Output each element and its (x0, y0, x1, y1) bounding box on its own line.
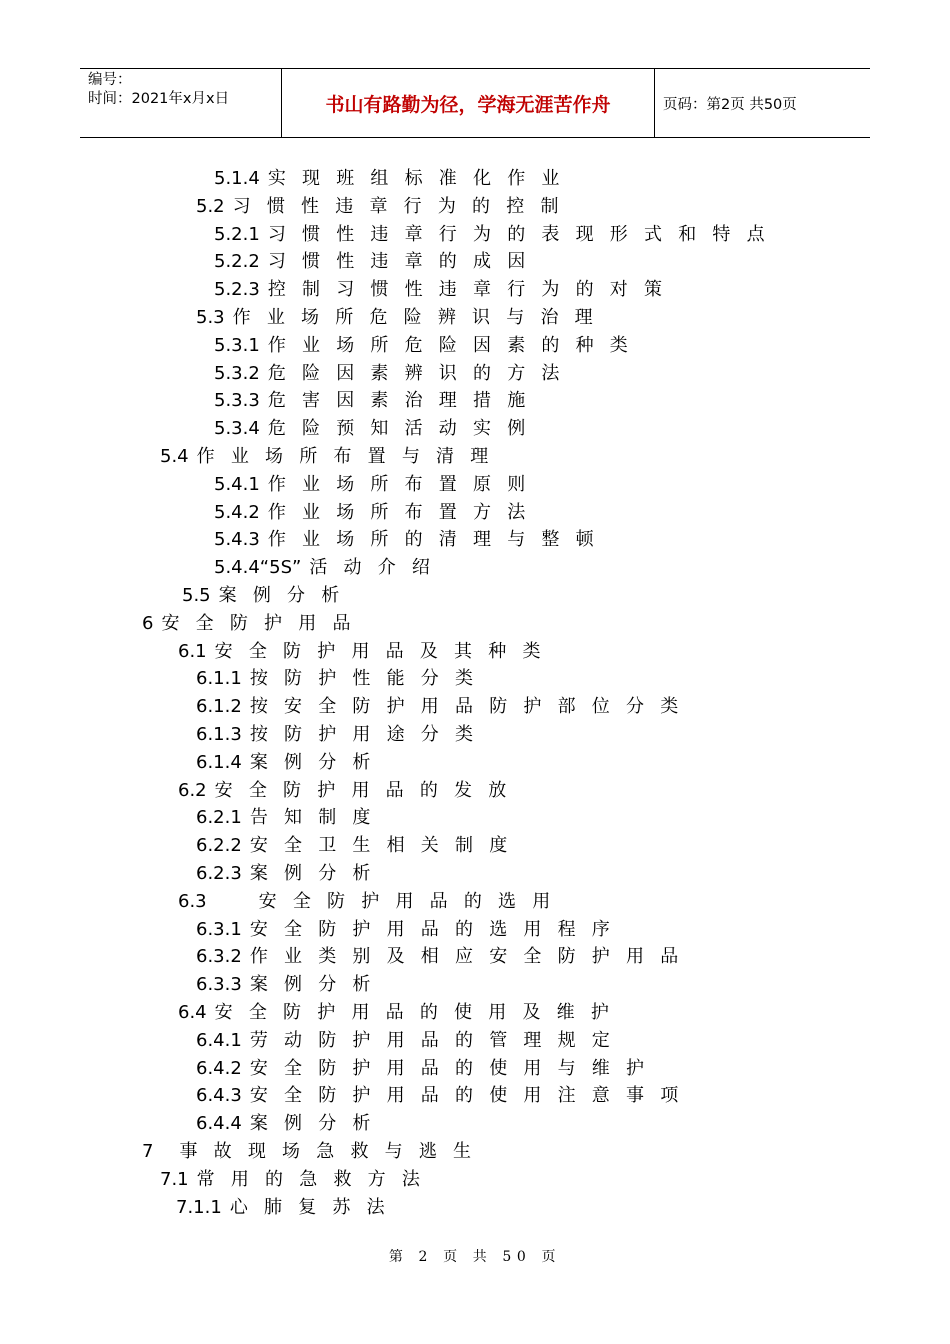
toc-title: 劳动防护用品的管理规定 (249, 1029, 627, 1051)
number-label: 编号： (88, 72, 132, 88)
toc-title: 按防护性能分类 (249, 668, 490, 690)
toc-title: 实现班组标准化作业 (267, 168, 576, 189)
toc-number: 5.4.2 (214, 501, 260, 523)
toc-title: 安全防护用品的选用 (258, 890, 567, 912)
toc-number: 5.5 (182, 585, 211, 606)
header-left-cell (80, 69, 282, 137)
toc-number: 5.2.2 (214, 251, 260, 273)
toc-title: 告知制度 (249, 807, 387, 829)
toc-line (196, 804, 387, 832)
page-footer: 第 2 页 共 50 页 (388, 1249, 562, 1265)
motto: 书山有路勤为径，学海无涯苦作舟 (282, 69, 655, 137)
toc-line (176, 1194, 401, 1222)
toc-line (196, 721, 489, 749)
toc-title: 作业场所危险因素的种类 (267, 334, 645, 356)
toc-number: 6.3.2 (196, 946, 242, 968)
toc-line (196, 1055, 660, 1083)
toc-title: 习惯性违章的成因 (267, 251, 542, 273)
toc-number: 6.3 (178, 890, 207, 912)
toc-line (196, 304, 609, 332)
page-info: 页码：第2页 共50页 (663, 96, 797, 113)
toc-title: 案例分析 (249, 974, 387, 996)
toc-line (196, 693, 694, 721)
toc-title: 事故现场急救与逃生 (179, 1141, 488, 1162)
toc-line (214, 276, 678, 304)
toc-number: 5.4.1 (214, 473, 260, 495)
toc-number: 6.3.3 (196, 974, 242, 996)
toc-number: 6.1.3 (196, 724, 242, 745)
toc-title: 危害因素治理措施 (267, 390, 542, 412)
toc-number: 5.4 (160, 446, 189, 467)
toc-number: 5.3.3 (214, 390, 260, 412)
toc-title: 作业场所布置原则 (267, 473, 542, 495)
toc-number: 6.2.1 (196, 807, 242, 829)
toc-title: 作业场所危险辨识与治理 (232, 307, 609, 328)
toc-title: 危险因素辨识的方法 (267, 362, 576, 384)
toc-number: 5.2 (196, 195, 225, 217)
toc-title: 心肺复苏法 (229, 1196, 401, 1218)
toc-title: 作业场所布置方法 (267, 501, 542, 523)
toc-line (196, 860, 387, 888)
toc-title: 按安全防护用品防护部位分类 (249, 696, 695, 718)
toc-number: 5.2.3 (214, 279, 260, 301)
toc-number: 6.2.2 (196, 835, 242, 857)
toc-number: 7.1 (160, 1168, 189, 1190)
toc-number: 5.3.1 (214, 334, 260, 356)
toc-number: 5.3.2 (214, 362, 260, 384)
toc-title: 案例分析 (249, 751, 387, 773)
toc-line (214, 360, 576, 388)
toc-title: 安全卫生相关制度 (249, 835, 524, 857)
toc-line (182, 582, 355, 610)
toc-number: 6.1.1 (196, 668, 242, 690)
toc-number: 5.4.4“5S” (214, 557, 302, 579)
toc-line (214, 165, 576, 193)
toc-line (214, 526, 610, 554)
toc-number: 6 (142, 612, 154, 634)
toc-line (160, 443, 504, 471)
toc-title: 案例分析 (218, 585, 356, 606)
toc-title: 习惯性违章行为的控制 (232, 195, 575, 217)
toc-line (196, 193, 575, 221)
toc-number: 6.3.1 (196, 918, 242, 940)
toc-number: 5.3.4 (214, 418, 260, 440)
toc-title: 安全防护用品的发放 (214, 779, 523, 801)
toc-title: 安全防护用品的使用与维护 (249, 1057, 661, 1079)
toc-line (178, 999, 625, 1027)
toc-line (196, 943, 694, 971)
toc-line (214, 332, 644, 360)
toc-title: 控制习惯性违章行为的对策 (267, 279, 679, 301)
toc-line (214, 499, 541, 527)
toc-line (142, 1138, 487, 1166)
toc-line (142, 610, 367, 638)
toc-number: 6.2 (178, 779, 207, 801)
toc-line (196, 916, 626, 944)
toc-title: 安全防护用品的选用程序 (249, 918, 627, 940)
toc-number: 7 (142, 1141, 154, 1162)
toc-title: 安全防护用品及其种类 (214, 640, 557, 662)
toc-line (196, 971, 387, 999)
toc-title: 安全防护用品 (161, 612, 367, 634)
toc-line (196, 1027, 626, 1055)
toc-title: 危险预知活动实例 (267, 418, 542, 440)
toc-line (214, 248, 541, 276)
toc-title: 活动介绍 (309, 557, 447, 579)
toc-number: 5.2.1 (214, 223, 260, 245)
toc-number: 5.1.4 (214, 168, 260, 189)
toc-line (196, 1082, 694, 1110)
toc-number: 6.1.4 (196, 751, 242, 773)
toc-line (214, 471, 541, 499)
toc-title: 安全防护用品的使用及维护 (214, 1002, 626, 1023)
toc-title: 常用的急救方法 (196, 1168, 437, 1190)
toc-line (178, 888, 566, 916)
toc-number: 7.1.1 (176, 1196, 222, 1218)
toc-line (196, 832, 523, 860)
toc-line (214, 415, 541, 443)
toc-number: 6.4.3 (196, 1085, 242, 1107)
toc-number: 6.4.2 (196, 1057, 242, 1079)
toc-number: 5.4.3 (214, 529, 260, 551)
toc-title: 习惯性违章行为的表现形式和特点 (267, 223, 781, 245)
toc-number: 5.3 (196, 307, 225, 328)
toc-title: 作业类别及相应安全防护用品 (249, 946, 695, 968)
toc-line (196, 1110, 387, 1138)
toc-number: 6.4 (178, 1002, 207, 1023)
toc-line (214, 387, 541, 415)
toc-title: 案例分析 (249, 1113, 387, 1135)
toc-title: 作业场所布置与清理 (196, 446, 505, 467)
toc-line (178, 638, 557, 666)
time-label: 时间：2021年x月x日 (88, 91, 230, 107)
toc-number: 6.4.4 (196, 1113, 242, 1135)
toc-title: 安全防护用品的使用注意事项 (249, 1085, 695, 1107)
toc-number: 6.1 (178, 640, 207, 662)
toc-number: 6.2.3 (196, 863, 242, 884)
toc-line (178, 777, 522, 805)
toc-line (214, 554, 446, 582)
toc-title: 作业场所的清理与整顿 (267, 529, 610, 551)
toc-number: 6.1.2 (196, 696, 242, 718)
toc-line (196, 665, 489, 693)
toc-line (214, 221, 781, 249)
toc-title: 案例分析 (249, 863, 387, 884)
toc-line (160, 1166, 436, 1194)
toc-number: 6.4.1 (196, 1029, 242, 1051)
toc-line (196, 749, 387, 777)
toc-title: 按防护用途分类 (249, 724, 490, 745)
header-table (80, 68, 870, 138)
